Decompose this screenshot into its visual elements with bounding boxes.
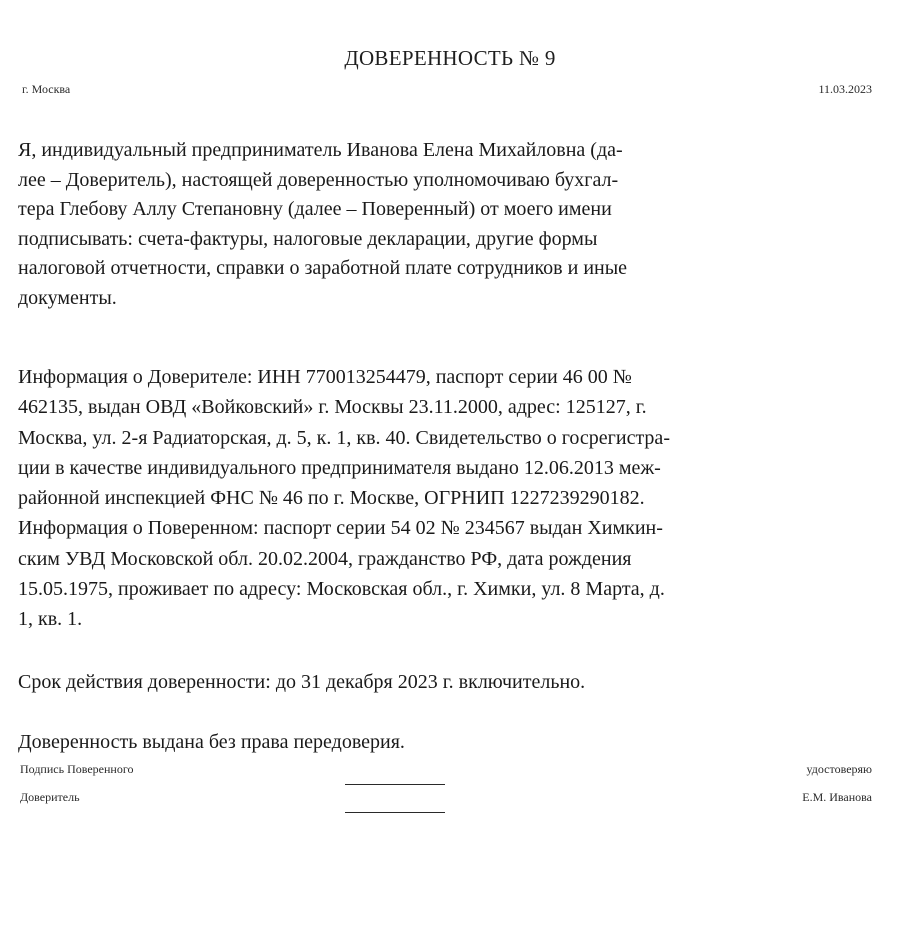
paragraph-line: Информация о Доверителе: ИНН 770013254479, паспорт серии 46 00 № [18, 366, 632, 388]
no-substitution-paragraph: Доверенность выдана без права передоверия. [18, 731, 405, 753]
paragraph-line: Москва, ул. 2-я Радиаторская, д. 5, к. 1, кв. 40. Свидетельство о госрегистра- [18, 426, 670, 449]
paragraph-line: районной инспекцией ФНС № 46 по г. Москве, ОГРНИП 1227239290182. [18, 487, 645, 510]
paragraph-line: ским УВД Московской обл. 20.02.2004, гражданство РФ, дата рождения [18, 547, 632, 570]
paragraph-line: лее – Доверитель), настоящей доверенностью уполномочиваю бухгал- [18, 168, 619, 191]
signature-line [345, 812, 445, 813]
principal-label: Доверитель [20, 790, 80, 804]
authorization-paragraph [18, 136, 884, 313]
paragraph-line: 462135, выдан ОВД «Войковский» г. Москвы 23.11.2000, адрес: 125127, г. [18, 396, 647, 419]
parties-info-paragraph [18, 362, 884, 635]
validity-paragraph: Срок действия доверенности: до 31 декабря 2023 г. включительно. [18, 671, 586, 693]
certify-label: удостоверяю [806, 762, 872, 776]
document-date: 11.03.2023 [818, 82, 872, 96]
signature-line [345, 784, 445, 785]
paragraph-line: документы. [18, 286, 117, 309]
paragraph-line: налоговой отчетности, справки о заработной плате сотрудников и иные [18, 257, 628, 279]
paragraph-line: 15.05.1975, проживает по адресу: Московская обл., г. Химки, ул. 8 Марта, д. [18, 578, 665, 601]
paragraph-line: ции в качестве индивидуального предпринимателя выдано 12.06.2013 меж- [18, 456, 661, 479]
document-city: г. Москва [22, 82, 71, 96]
paragraph-line: Информация о Поверенном: паспорт серии 54 02 № 234567 выдан Химкин- [18, 517, 663, 540]
paragraph-line: тера Глебову Аллу Степановну (далее – Поверенный) от моего имени [18, 198, 612, 220]
document-title: ДОВЕРЕННОСТЬ № 9 [344, 46, 556, 70]
paragraph-line: подписывать: счета-фактуры, налоговые декларации, другие формы [18, 227, 598, 250]
principal-name: Е.М. Иванова [802, 790, 872, 804]
paragraph-line: 1, кв. 1. [18, 608, 83, 631]
attorney-signature-label: Подпись Поверенного [20, 762, 134, 776]
paragraph-line: Я, индивидуальный предприниматель Иванова Елена Михайловна (да- [18, 139, 623, 161]
